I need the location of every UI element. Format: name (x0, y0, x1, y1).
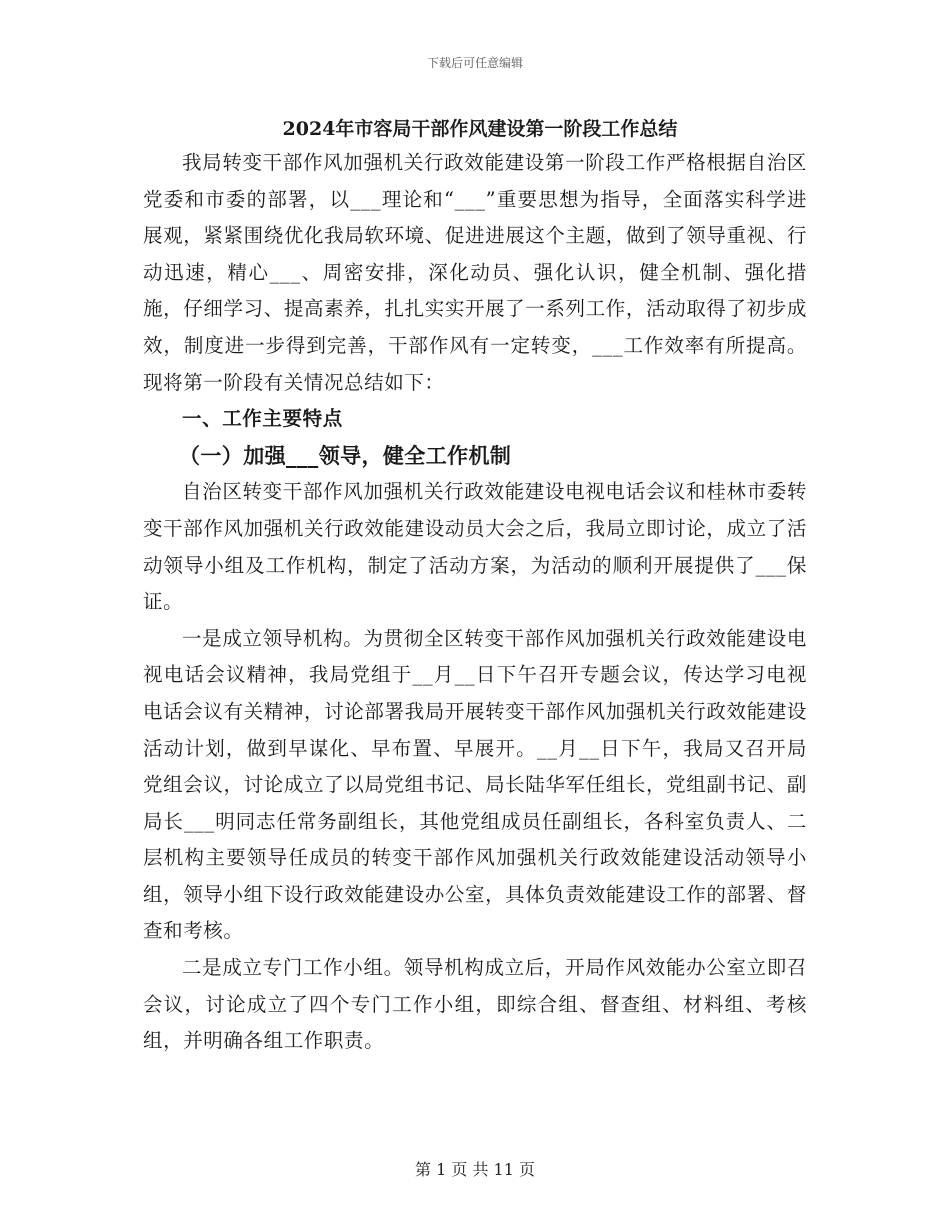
header-note: 下载后可任意编辑 (426, 56, 523, 70)
body-paragraph: 自治区转变干部作风加强机关行政效能建设电视电话会议和桂林市委转变干部作风加强机关行政效能建设动员大会之后，我局立即讨论，成立了活动领导小组及工作机构，制定了活动方案，为活动的顺利开展提供了___保证。 (143, 480, 807, 614)
document-title: 2024年市容局干部作风建设第一阶段工作总结 (282, 118, 678, 140)
body-paragraph: 一是成立领导机构。为贯彻全区转变干部作风加强机关行政效能建设电视电话会议精神，我局党组于__月__日下午召开专题会议，传达学习电视电话会议有关精神，讨论部署我局开展转变干部作风加强机关行政效能建设活动计划，做到早谋化、早布置、早展开。__月__日下午，我局又召开局党组会议，讨论成立了以局党组书记、局长陆华军任组长，党组副书记、副局长___明同志任常务副组长，其他党组成员任副组长，各科室负责人、二层机构主要领导任成员的转变干部作风加强机关行政效能建设活动领导小组，领导小组下设行政效能建设办公室，具体负责效能建设工作的部署、督查和考核。 (143, 626, 807, 943)
body-paragraph: 二是成立专门工作小组。领导机构成立后，开局作风效能办公室立即召会议，讨论成立了四个专门工作小组，即综合组、督查组、材料组、考核组，并明确各组工作职责。 (143, 956, 807, 1053)
document-body (143, 113, 807, 1060)
section-heading: 一、工作主要特点 (182, 407, 343, 431)
subsection-heading: （一）加强___领导，健全工作机制 (179, 442, 512, 468)
intro-paragraph: 我局转变干部作风加强机关行政效能建设第一阶段工作严格根据自治区党委和市委的部署，以___理论和“___”重要思想为指导，全面落实科学进展观，紧紧围绕优化我局软环境、促进进展这个主题，做到了领导重视、行动迅速，精心___、周密安排，深化动员、强化认识，健全机制、强化措施，仔细学习、提高素养，扎扎实实开展了一系列工作，活动取得了初步成效，制度进一步得到完善，干部作风有一定转变，___工作效率有所提高。现将第一阶段有关情况总结如下： (143, 151, 807, 394)
page-number-footer: 第 1 页 共 11 页 (415, 1160, 535, 1179)
